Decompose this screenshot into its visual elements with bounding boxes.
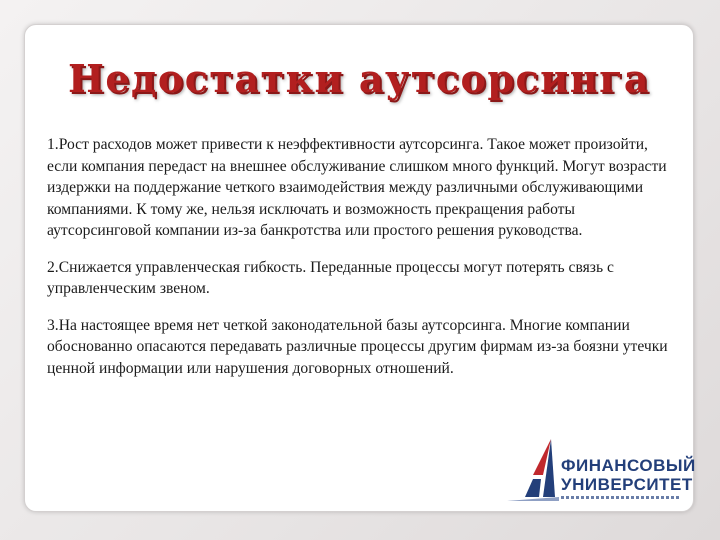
paragraph-3: 3.На настоящее время нет четкой законодательной базы аутсорсинга. Многие компании обоснованно опасаются передавать различные процессы другим фирмам из-за боязни утечки ценной информации или нарушения договорных отношений. xyxy=(47,316,668,377)
slide xyxy=(24,24,694,512)
paragraph-1: 1.Рост расходов может привести к неэффективности аутсорсинга. Такое может произойти, если компания передаст на внешнее обслуживание слишком много функций. Могут возрасти издержки на поддержание четкого взаимодействия между различными обслуживающими компаниями. К тому же, нельзя исключать и возможность прекращения работы аутсорсинговой компании из-за банкротства или простого решения руководства. xyxy=(47,136,667,239)
slide-body xyxy=(47,134,677,394)
logo-text-line1: ФИНАНСОВЫЙ xyxy=(561,456,696,475)
paragraph-2: 2.Снижается управленческая гибкость. Переданные процессы могут потерять связь с управленческим звеном. xyxy=(47,258,614,297)
university-emblem-icon xyxy=(503,435,563,505)
university-logo xyxy=(503,435,696,505)
logo-tagline xyxy=(561,496,681,499)
slide-title: Недостатки аутсорсинга xyxy=(67,56,651,101)
logo-text-line2: УНИВЕРСИТЕТ xyxy=(561,475,693,494)
